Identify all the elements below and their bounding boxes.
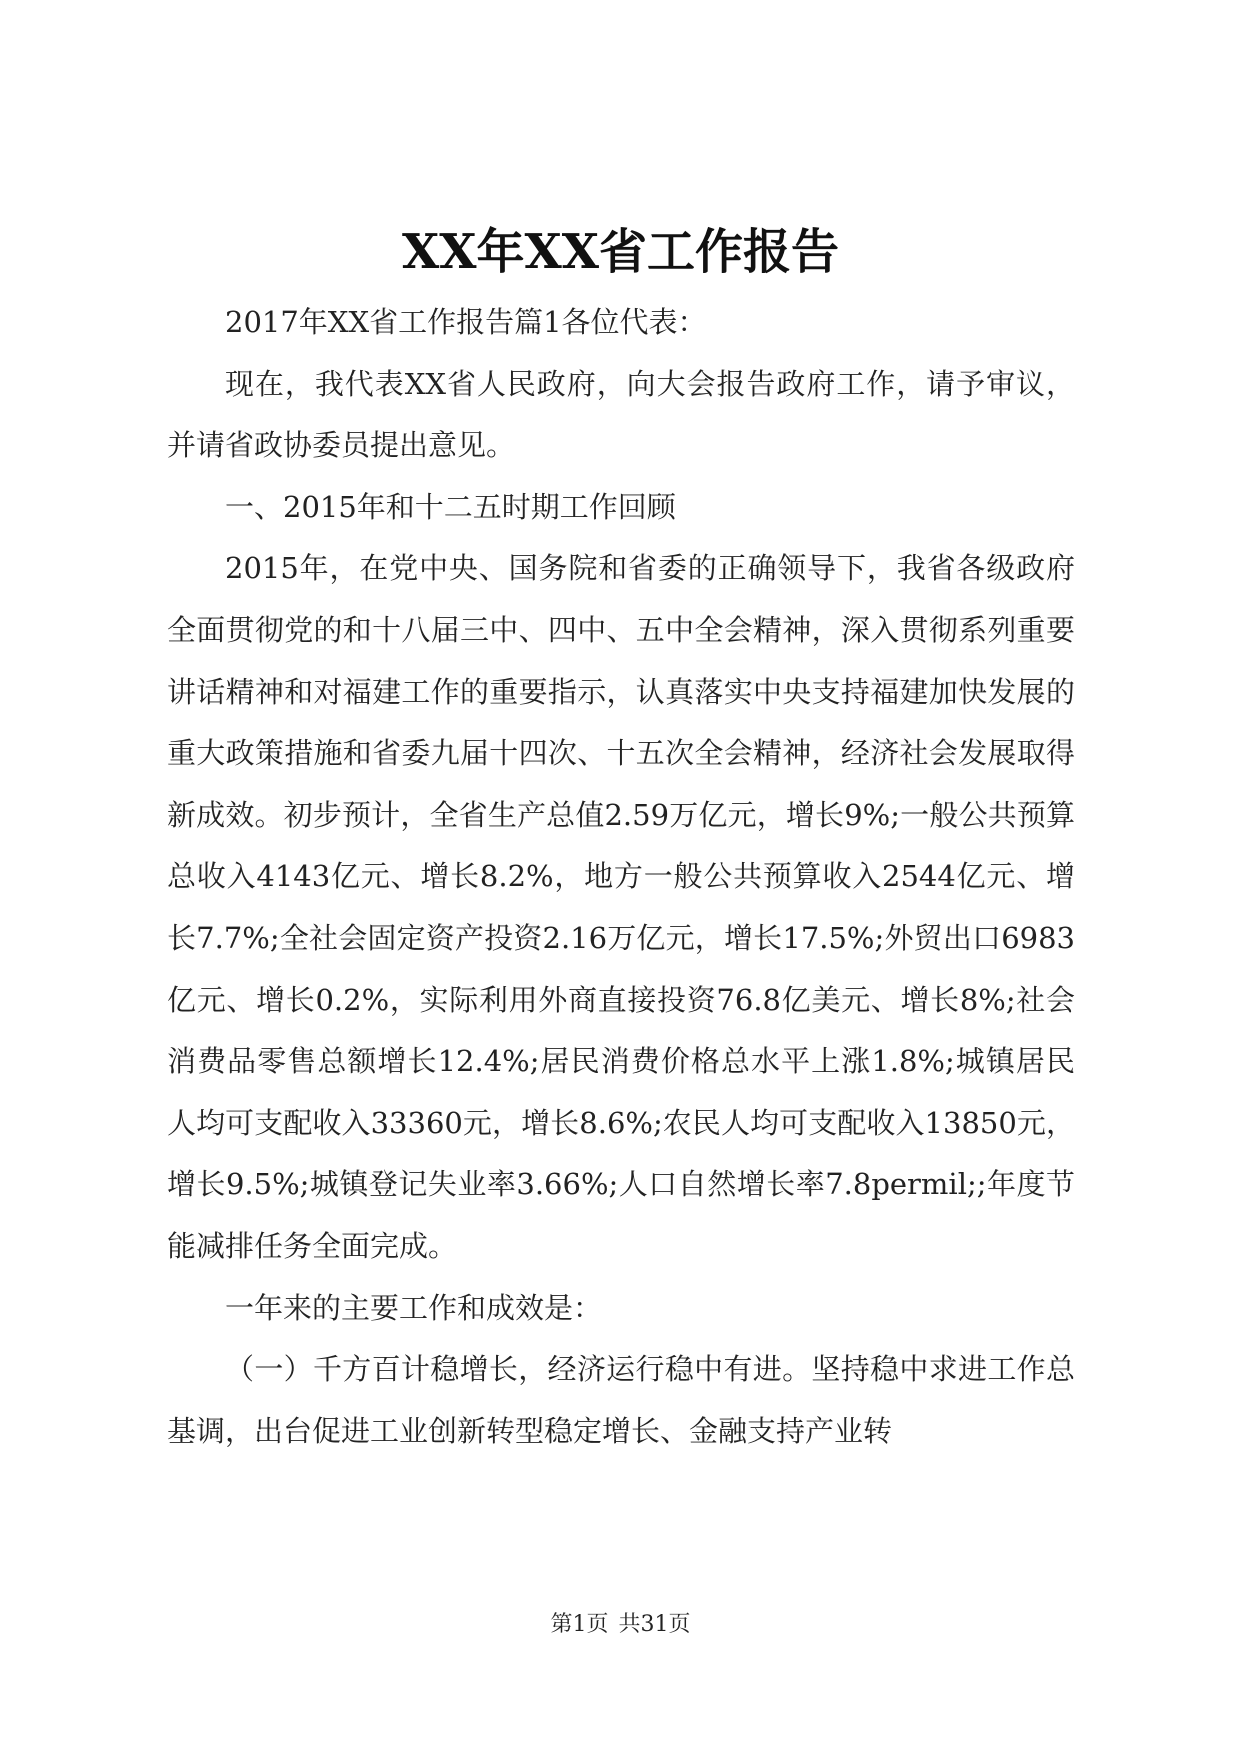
paragraph: 2015年，在党中央、国务院和省委的正确领导下，我省各级政府全面贯彻党的和十八届三中、四中、五中全会精神，深入贯彻系列重要讲话精神和对福建工作的重要指示，认真落实中央支持福建加快发展的重大政策措施和省委九届十四次、十五次全会精神，经济社会发展取得新成效。初步预计，全省生产总值2.59万亿元，增长9%;一般公共预算总收入4143亿元、增长8.2%，地方一般公共预算收入2544亿元、增长7.7%;全社会固定资产投资2.16万亿元，增长17.5%;外贸出口6983亿元、增长0.2%，实际利用外商直接投资76.8亿美元、增长8%;社会消费品零售总额增长12.4%;居民消费价格总水平上涨1.8%;城镇居民人均可支配收入33360元，增长8.6%;农民人均可支配收入13850元，增长9.5%;城镇登记失业率3.66%;人口自然增长率7.8permil;;年度节能减排任务全面完成。 <box>167 551 1075 1263</box>
paragraph: 2017年XX省工作报告篇1各位代表： <box>225 305 707 339</box>
page-number: 第1页 <box>550 1612 609 1637</box>
paragraph: （一）千方百计稳增长，经济运行稳中有进。坚持稳中求进工作总基调，出台促进工业创新转型稳定增长、金融支持产业转 <box>167 1352 1075 1448</box>
document-body <box>167 292 1075 1462</box>
document-title: XX年XX省工作报告 <box>402 224 839 280</box>
section-heading: 一、2015年和十二五时期工作回顾 <box>225 489 676 524</box>
paragraph: 现在，我代表XX省人民政府，向大会报告政府工作，请予审议，并请省政协委员提出意见。 <box>167 366 1075 463</box>
paragraph: 一年来的主要工作和成效是： <box>225 1290 603 1325</box>
page-footer <box>0 1610 1241 1640</box>
page-total: 共31页 <box>618 1612 691 1637</box>
